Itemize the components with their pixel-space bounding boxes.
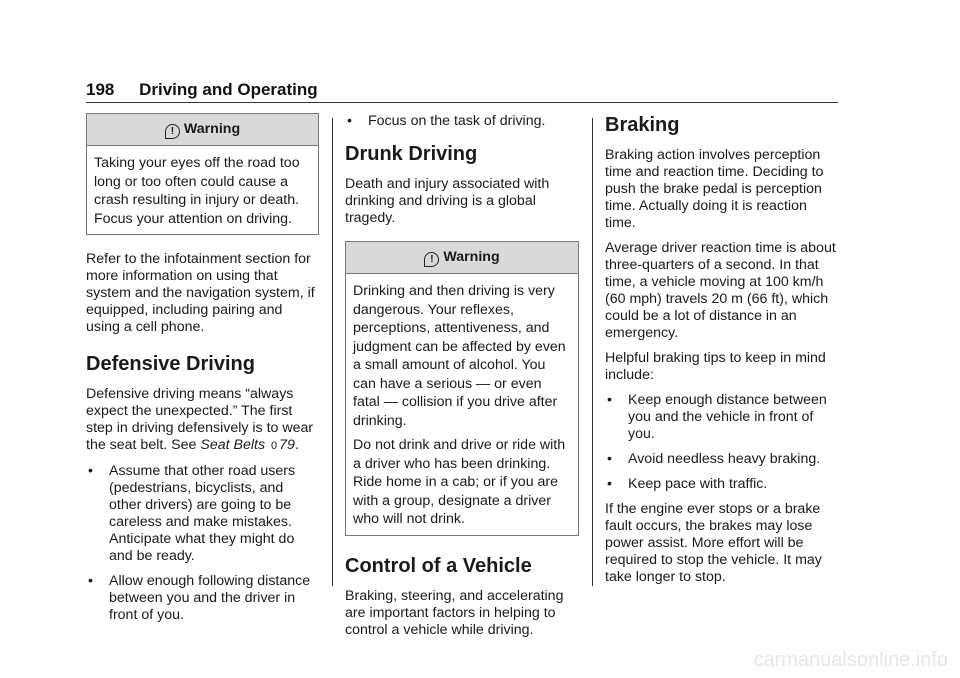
column-2 [345, 113, 579, 647]
warning-icon: ! [424, 252, 439, 267]
list-item [345, 113, 579, 130]
bullet-icon: • [607, 451, 612, 467]
braking-p3: Helpful braking tips to keep in mind include: [605, 350, 826, 383]
bullet-icon: • [347, 113, 352, 129]
warning-header [87, 114, 318, 146]
braking-p2: Average driver reaction time is about three-quarters of a second. In that time, a vehicle moving at 100 km/h (60 mph) travels 20 m (66 ft), which could be a lot of distance in an emergency. [605, 240, 836, 341]
warning-box-eyes [86, 113, 319, 235]
xref-link-seat-belts[interactable]: Seat Belts [200, 437, 266, 453]
warning-box-drinking [345, 241, 579, 536]
defensive-bullet-list [86, 463, 319, 624]
braking-p1: Braking action involves perception time and reaction time. Deciding to push the brake pedal is perception time. Actually doing it is reaction time. [605, 147, 824, 231]
heading-control-of-vehicle: Control of a Vehicle [345, 554, 532, 577]
braking-p4: If the engine ever stops or a brake fault occurs, the brakes may lose power assist. More effort will be required to stop the vehicle. It may take longer to stop. [605, 501, 822, 585]
heading-braking: Braking [605, 114, 680, 136]
list-item-text: Avoid needless heavy braking. [628, 451, 821, 467]
list-item-text: Allow enough following distance between you and the driver in front of you. [109, 573, 311, 623]
column-3 [605, 113, 838, 594]
heading-defensive-driving: Defensive Driving [86, 353, 255, 375]
defensive-intro: Defensive driving means “always expect the unexpected.” The first step in driving defensively is to wear the seat belt. See Seat Belts 0 79. [86, 386, 314, 453]
bullet-icon: • [88, 573, 93, 589]
xref-page[interactable]: 79 [279, 437, 295, 453]
bullet-icon: • [607, 392, 612, 408]
control-body: Braking, steering, and accelerating are important factors in helping to control a vehicle while driving. [345, 587, 564, 638]
heading-drunk-driving: Drunk Driving [345, 143, 478, 165]
list-item-text: Keep pace with traffic. [628, 476, 768, 492]
drunk-intro: Death and injury associated with drinking and driving is a global tragedy. [345, 176, 550, 226]
column-divider-1 [332, 118, 333, 586]
warning-title: Warning [183, 121, 241, 137]
warning-text: Taking your eyes off the road too long or too often could cause a crash resulting in injury or death. Focus your attention on driving. [94, 155, 300, 227]
column-1 [86, 113, 319, 632]
braking-bullet-list [605, 392, 838, 493]
page-number: 198 [86, 80, 115, 99]
list-item [605, 476, 838, 493]
list-item-text: Focus on the task of driving. [368, 113, 546, 129]
column-divider-2 [592, 118, 593, 586]
section-title: Driving and Operating [139, 80, 318, 99]
list-item [605, 451, 838, 468]
warning-body [87, 146, 318, 234]
warning-title: Warning [443, 249, 500, 265]
page-ref-icon: 0 [271, 440, 278, 452]
list-item [86, 573, 319, 624]
bullet-icon: • [607, 476, 612, 492]
warning-body [346, 274, 578, 535]
list-item [605, 392, 838, 443]
watermark: carmanualsonline.info [753, 649, 948, 671]
bullet-icon: • [88, 463, 93, 479]
header-divider [86, 102, 838, 103]
list-item-text: Assume that other road users (pedestrians, bicyclists, and other drivers) are going to be careless and make mistakes. Anticipate what they might do and be ready. [109, 463, 296, 564]
infotainment-paragraph: Refer to the infotainment section for more information on using that system and the navigation system, if equipped, including pairing and using a cell phone. [86, 251, 315, 335]
warning-header [346, 242, 578, 274]
warning-text-2: Do not drink and drive or ride with a driver who has been drinking. Ride home in a cab; or if you are with a group, designate a driver who will not drink. [353, 437, 566, 527]
warning-icon: ! [165, 124, 180, 139]
list-item [86, 463, 319, 565]
focus-bullet-list [345, 113, 579, 130]
page-header [86, 80, 318, 100]
warning-text-1: Drinking and then driving is very dangerous. Your reflexes, perceptions, attentiveness, and judgment can be affected by even a small amount of alcohol. You can have a serious — or even fatal — collision if you drive after drinking. [353, 283, 566, 429]
list-item-text: Keep enough distance between you and the vehicle in front of you. [628, 392, 827, 442]
defensive-intro-text: Defensive driving means “always expect the unexpected.” The first step in driving defensively is to wear the seat belt. See [86, 386, 314, 453]
